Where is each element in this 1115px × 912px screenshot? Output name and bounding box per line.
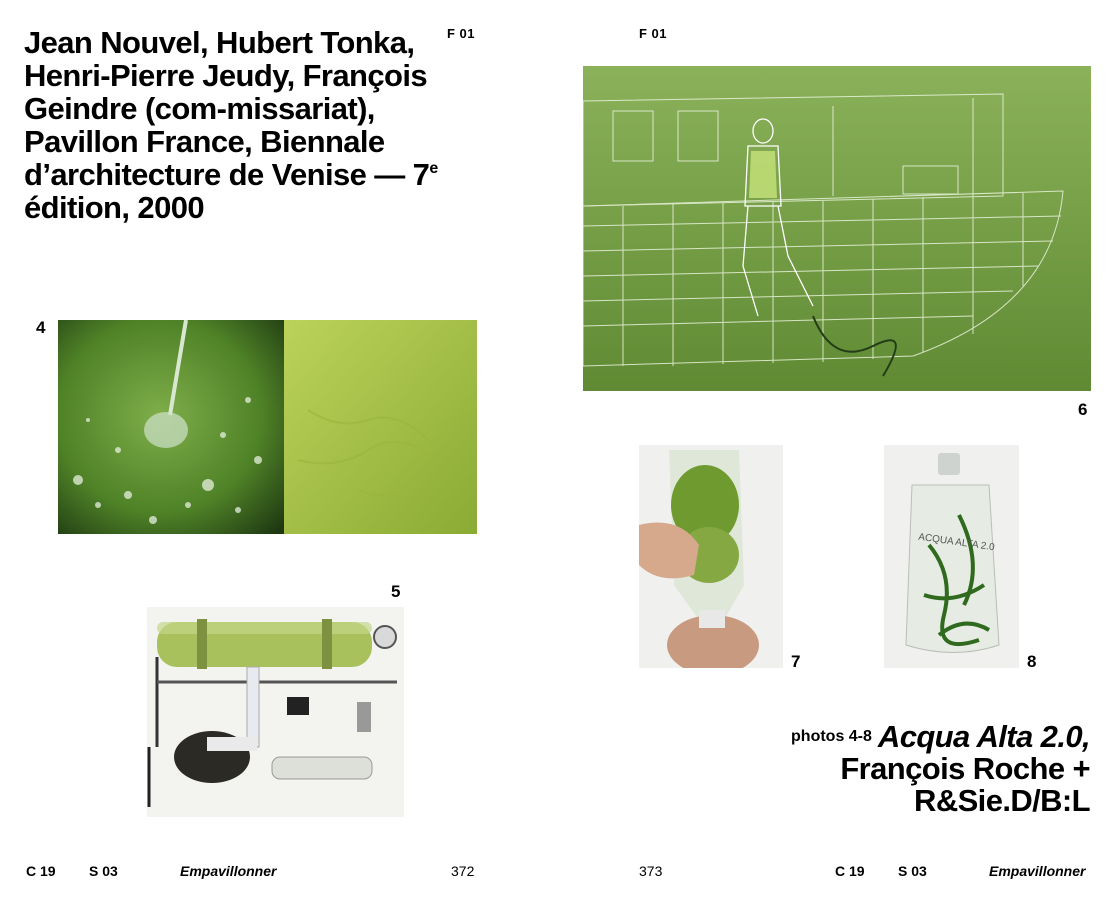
photo-7-number: 7 xyxy=(791,652,801,671)
photo-6-number: 6 xyxy=(1078,400,1088,419)
title-superscript: e xyxy=(429,160,438,177)
photo-4-underwater xyxy=(58,320,477,534)
photo-8-image xyxy=(884,445,1019,668)
photo-5-image xyxy=(147,607,404,817)
photo-4-image xyxy=(58,320,477,534)
right-page-code: F 01 xyxy=(639,26,668,41)
photo-caption xyxy=(730,720,1090,817)
right-footer-title: Empavillonner xyxy=(989,863,1086,879)
left-footer-chapter: C 19 xyxy=(26,863,56,879)
right-page-number: 373 xyxy=(639,863,663,879)
photo-6-image xyxy=(583,66,1091,391)
left-page-code: F 01 xyxy=(447,26,476,41)
photo-8-number: 8 xyxy=(1027,652,1037,671)
pouch-label: ACQUA ALTA 2.0 xyxy=(917,531,996,554)
photo-4-number: 4 xyxy=(36,318,46,337)
left-footer-section: S 03 xyxy=(89,863,118,879)
title-end: édition, 2000 xyxy=(24,190,204,225)
left-page-number: 372 xyxy=(451,863,475,879)
title-main: Jean Nouvel, Hubert Tonka, Henri-Pierre Jeudy, François Geindre (com-missariat), Pavillon France, Biennale d’architecture de Venise — 7 xyxy=(24,25,430,192)
left-footer-title: Empavillonner xyxy=(180,863,277,879)
caption-prefix: photos 4-8 xyxy=(791,728,872,745)
photo-8-pouch xyxy=(884,445,1019,668)
right-footer-chapter: C 19 xyxy=(835,863,865,879)
caption-title: Acqua Alta 2.0, xyxy=(877,719,1090,754)
caption-author: François Roche + xyxy=(840,751,1090,786)
right-footer-section: S 03 xyxy=(898,863,927,879)
photo-5-device xyxy=(147,607,404,817)
photo-6-boat-wireframe xyxy=(583,66,1091,391)
photo-5-number: 5 xyxy=(391,582,401,601)
page-title xyxy=(24,26,464,224)
caption-studio: R&Sie.D/B:L xyxy=(914,783,1090,818)
photo-7-image xyxy=(639,445,783,668)
photo-7-drinking-pouch xyxy=(639,445,783,668)
